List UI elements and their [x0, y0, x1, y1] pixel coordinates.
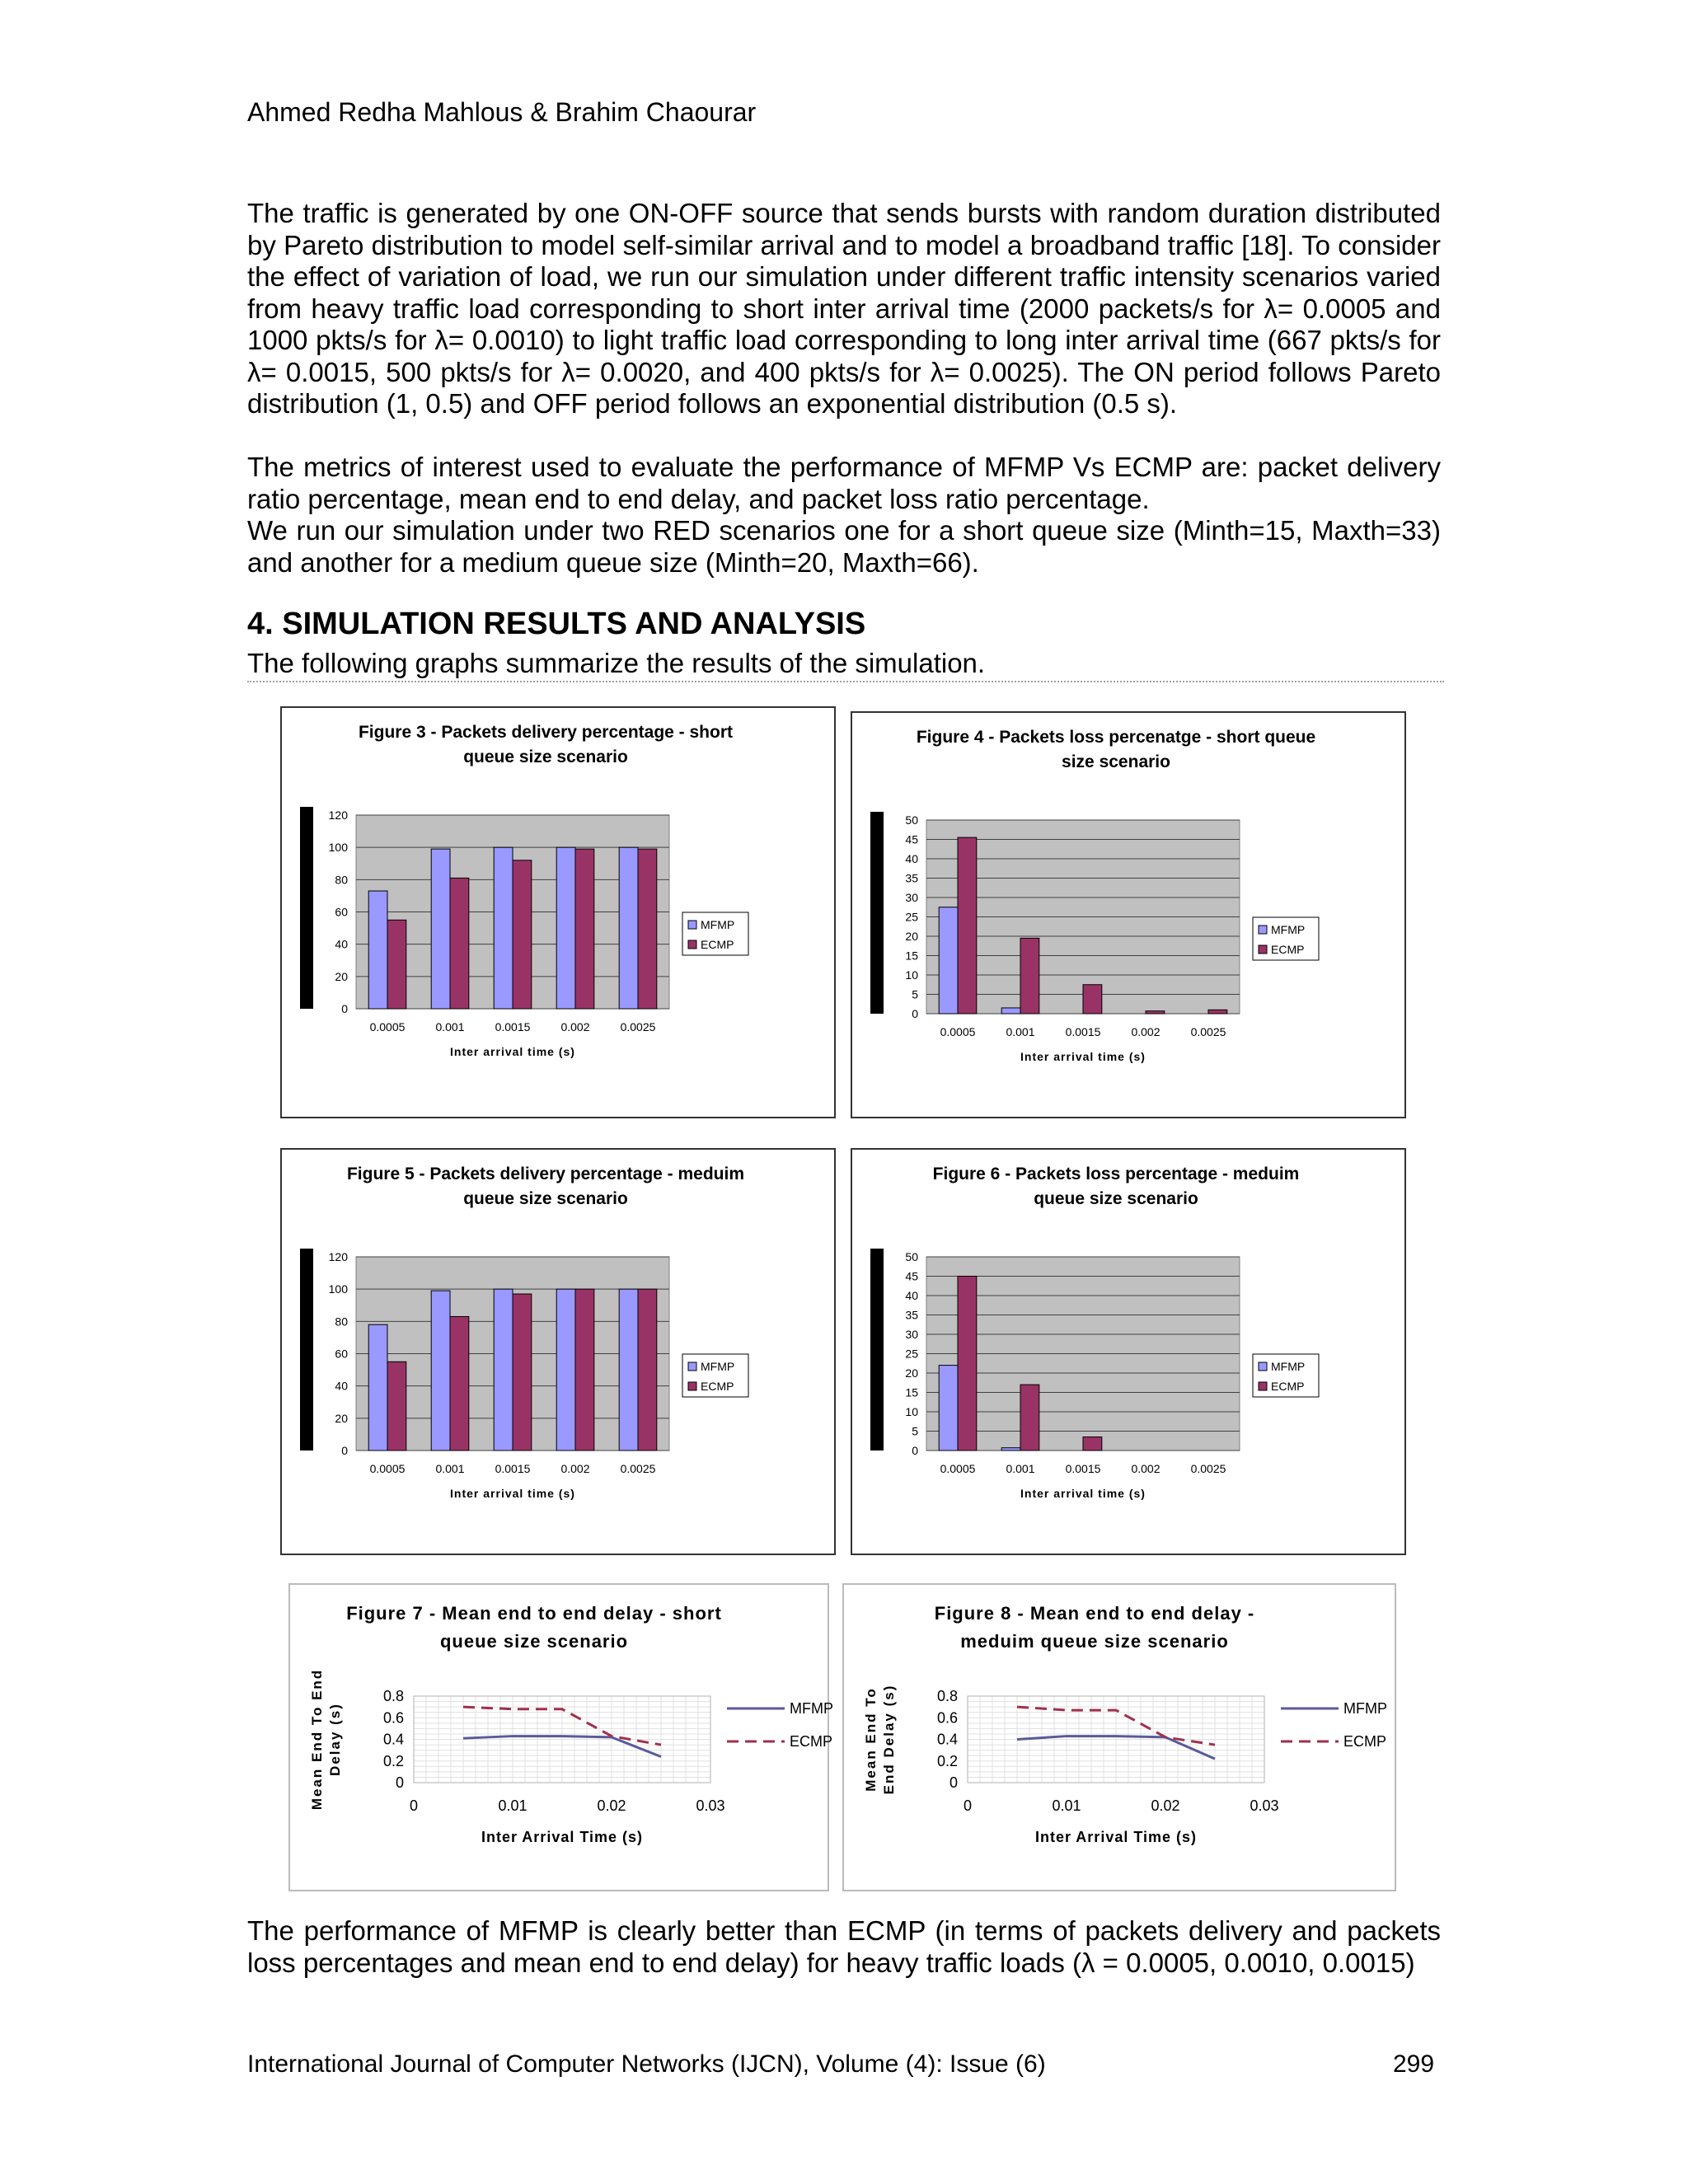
y-tick-label: 50: [905, 813, 918, 827]
x-axis-label: Inter arrival time (s): [1020, 1050, 1146, 1063]
y-tick-label: 30: [905, 891, 918, 904]
legend-swatch-ecmp: [688, 1382, 696, 1390]
y-tick-label: 0: [395, 1774, 404, 1791]
y-tick-label: 45: [905, 832, 918, 846]
y-tick-label: 0.4: [936, 1731, 958, 1748]
bar-mfmp: [939, 907, 958, 1014]
y-tick-label: 15: [905, 949, 918, 963]
chart-title: Figure 6 - Packets loss percentage - meduim: [932, 1165, 1300, 1183]
y-tick-label: 40: [905, 1289, 918, 1302]
bar-ecmp: [1020, 1385, 1039, 1451]
legend-swatch-mfmp: [1259, 926, 1267, 934]
legend-label-ecmp: ECMP: [701, 1380, 734, 1393]
x-tick-label: 0: [963, 1797, 973, 1814]
x-tick-label: 0.02: [597, 1797, 626, 1814]
y-tick-label: 40: [335, 937, 348, 951]
y-tick-label: 35: [905, 1308, 918, 1322]
bar-mfmp: [494, 847, 513, 1009]
bar-ecmp: [638, 849, 657, 1009]
body-paragraph-2: The metrics of interest used to evaluate the performance of MFMP Vs ECMP are: packet delivery ratio percentage, mean end to end delay, and packet loss ratio percentage.: [247, 452, 1441, 514]
x-tick-label: 0.002: [1131, 1025, 1160, 1038]
legend-label-mfmp: MFMP: [790, 1700, 833, 1717]
y-axis-band: [870, 1249, 884, 1451]
y-tick-label: 50: [905, 1250, 918, 1263]
y-tick-label: 0.2: [936, 1752, 958, 1769]
x-tick-label: 0.001: [1006, 1462, 1035, 1475]
bar-ecmp: [958, 1277, 977, 1451]
x-tick-label: 0.001: [435, 1020, 465, 1033]
bar-ecmp: [450, 878, 469, 1009]
y-axis-label: Delay (s): [327, 1703, 343, 1776]
y-tick-label: 45: [905, 1269, 918, 1283]
chart-title: queue size scenario: [439, 1631, 629, 1652]
x-tick-label: 0.001: [1006, 1025, 1035, 1038]
y-tick-label: 30: [905, 1328, 918, 1341]
bar-mfmp: [368, 1324, 387, 1451]
bar-mfmp: [494, 1289, 513, 1451]
y-tick-label: 35: [905, 871, 918, 885]
bar-mfmp: [619, 1289, 638, 1451]
x-tick-label: 0.002: [560, 1020, 590, 1033]
y-tick-label: 0.2: [382, 1752, 404, 1769]
figure-6-chart: [851, 1148, 1406, 1555]
bar-mfmp: [939, 1366, 958, 1451]
x-tick-label: 0.0005: [940, 1462, 976, 1475]
x-axis-label: Inter arrival time (s): [450, 1487, 575, 1500]
y-tick-label: 80: [335, 873, 348, 887]
running-header: Ahmed Redha Mahlous & Brahim Chaourar: [247, 97, 757, 127]
x-tick-label: 0.0015: [495, 1462, 531, 1475]
legend-swatch-mfmp: [688, 1362, 696, 1371]
bar-mfmp: [556, 1289, 575, 1451]
y-tick-label: 40: [905, 852, 918, 865]
x-tick-label: 0.0025: [1190, 1462, 1226, 1475]
figure-3-chart: [280, 706, 836, 1118]
y-tick-label: 20: [335, 969, 348, 983]
chart-title: queue size scenario: [1034, 1189, 1198, 1208]
y-tick-label: 120: [328, 808, 348, 822]
y-tick-label: 0.8: [936, 1688, 958, 1704]
x-axis-label: Inter Arrival Time (s): [1034, 1829, 1198, 1845]
y-axis-band: [870, 812, 884, 1014]
x-tick-label: 0.0005: [940, 1025, 976, 1038]
y-tick-label: 40: [335, 1379, 348, 1393]
y-tick-label: 100: [328, 841, 348, 855]
chart-svg: [290, 1585, 833, 1890]
y-axis-label: Mean End To End: [309, 1668, 325, 1811]
x-tick-label: 0.02: [1151, 1797, 1180, 1814]
legend-swatch-mfmp: [688, 921, 696, 929]
chart-title: size scenario: [1062, 752, 1170, 771]
bar-ecmp: [575, 849, 594, 1009]
footer-page-number: 299: [1393, 2050, 1435, 2078]
dotted-separator: [247, 681, 1444, 682]
chart-title: queue size scenario: [463, 1189, 628, 1208]
y-tick-label: 0.6: [382, 1709, 404, 1727]
x-tick-label: 0.0025: [1190, 1025, 1226, 1038]
figure-7-chart: [288, 1583, 833, 1891]
bar-ecmp: [575, 1289, 594, 1451]
y-tick-label: 0: [341, 1002, 348, 1015]
x-tick-label: 0: [409, 1797, 419, 1814]
chart-title: Figure 7 - Mean end to end delay - short: [346, 1603, 722, 1624]
x-tick-label: 0.01: [1052, 1797, 1081, 1814]
chart-svg: [282, 1150, 834, 1554]
legend-swatch-mfmp: [1259, 1362, 1267, 1371]
closing-paragraph: The performance of MFMP is clearly better than ECMP (in terms of packets delivery and packets loss percentages and mean end to end delay) for heavy traffic loads (λ = 0.0005, 0.0010, 0.0015): [247, 1915, 1441, 1978]
bar-mfmp: [431, 1291, 450, 1451]
x-tick-label: 0.0015: [1065, 1462, 1101, 1475]
y-tick-label: 20: [905, 930, 918, 943]
x-tick-label: 0.03: [1250, 1797, 1279, 1814]
legend-label-mfmp: MFMP: [1343, 1700, 1387, 1717]
bar-ecmp: [1083, 1437, 1102, 1451]
bar-ecmp: [513, 860, 532, 1009]
x-tick-label: 0.002: [1131, 1462, 1160, 1475]
chart-svg: [844, 1585, 1395, 1890]
y-tick-label: 15: [905, 1385, 918, 1399]
y-tick-label: 20: [335, 1411, 348, 1425]
y-tick-label: 0.8: [382, 1688, 404, 1704]
y-tick-label: 20: [905, 1366, 918, 1380]
legend-label-ecmp: ECMP: [1271, 943, 1305, 956]
chart-svg: [282, 708, 834, 1117]
y-tick-label: 60: [335, 905, 348, 919]
x-tick-label: 0.0015: [1065, 1025, 1101, 1038]
bar-mfmp: [431, 849, 450, 1009]
y-tick-label: 25: [905, 910, 918, 924]
bar-ecmp: [1083, 985, 1102, 1014]
x-tick-label: 0.0015: [495, 1020, 531, 1033]
body-paragraph-3: We run our simulation under two RED scenarios one for a short queue size (Minth=15, Maxth=33) and another for a medium queue size (Minth=20, Maxth=66).: [247, 515, 1441, 578]
y-axis-band: [300, 1249, 313, 1451]
bar-mfmp: [556, 847, 575, 1009]
bar-ecmp: [513, 1294, 532, 1451]
chart-title: Figure 3 - Packets delivery percentage - short: [358, 723, 734, 742]
bar-ecmp: [450, 1316, 469, 1451]
x-tick-label: 0.0025: [620, 1020, 656, 1033]
legend-swatch-ecmp: [688, 940, 696, 949]
y-tick-label: 5: [912, 1424, 918, 1438]
bar-ecmp: [1146, 1011, 1165, 1014]
chart-svg: [852, 1150, 1404, 1554]
bar-mfmp: [1001, 1448, 1020, 1451]
y-tick-label: 0: [912, 1007, 918, 1020]
x-axis-label: Inter arrival time (s): [450, 1045, 575, 1058]
y-tick-label: 0.4: [382, 1731, 404, 1748]
bar-ecmp: [387, 920, 406, 1009]
y-tick-label: 80: [335, 1315, 348, 1329]
bar-ecmp: [958, 837, 977, 1014]
x-tick-label: 0.002: [560, 1462, 590, 1475]
x-tick-label: 0.01: [498, 1797, 528, 1814]
section-intro: The following graphs summarize the results of the simulation.: [247, 648, 986, 678]
y-tick-label: 25: [905, 1347, 918, 1361]
legend-label-ecmp: ECMP: [701, 938, 734, 951]
chart-svg: [852, 713, 1404, 1117]
legend-swatch-ecmp: [1259, 945, 1267, 954]
legend-label-mfmp: MFMP: [701, 1360, 735, 1373]
bar-mfmp: [1001, 1008, 1020, 1014]
legend-label-mfmp: MFMP: [1271, 1360, 1306, 1373]
y-tick-label: 60: [335, 1347, 348, 1361]
x-tick-label: 0.0025: [620, 1462, 656, 1475]
legend-label-mfmp: MFMP: [1271, 923, 1306, 936]
x-tick-label: 0.0005: [369, 1462, 406, 1475]
figure-5-chart: [280, 1148, 836, 1555]
bar-ecmp: [1208, 1010, 1227, 1014]
y-tick-label: 120: [328, 1250, 348, 1263]
x-axis-label: Inter Arrival Time (s): [481, 1829, 644, 1845]
chart-title: Figure 4 - Packets loss percenatge - short queue: [916, 728, 1316, 747]
bar-ecmp: [1020, 938, 1039, 1014]
chart-title: queue size scenario: [463, 748, 628, 766]
figure-8-chart: [842, 1583, 1396, 1891]
y-tick-label: 5: [912, 987, 918, 1001]
legend-label-mfmp: MFMP: [701, 918, 735, 931]
legend-label-ecmp: ECMP: [1271, 1380, 1305, 1393]
bar-mfmp: [619, 847, 638, 1009]
y-tick-label: 10: [905, 1405, 918, 1418]
bar-mfmp: [368, 891, 387, 1009]
bar-ecmp: [638, 1289, 657, 1451]
legend-label-ecmp: ECMP: [790, 1733, 833, 1750]
y-axis-label: Mean End To: [863, 1687, 879, 1792]
section-heading: 4. SIMULATION RESULTS AND ANALYSIS: [247, 607, 866, 641]
y-tick-label: 100: [328, 1282, 348, 1296]
footer-journal: International Journal of Computer Networks (IJCN), Volume (4): Issue (6): [247, 2050, 1046, 2078]
y-tick-label: 0.6: [936, 1709, 958, 1727]
x-tick-label: 0.03: [696, 1797, 725, 1814]
figure-4-chart: [851, 711, 1406, 1118]
chart-title: Figure 8 - Mean end to end delay -: [934, 1603, 1255, 1624]
chart-title: meduim queue size scenario: [960, 1631, 1229, 1652]
y-axis-band: [300, 807, 313, 1009]
body-paragraph-1: The traffic is generated by one ON-OFF source that sends bursts with random duration distributed by Pareto distribution to model self-similar arrival and to model a broadband traffic [18]. To consider the effect of variation of load, we run our simulation under different traffic intensity scenarios varied from heavy traffic load corresponding to short inter arrival time (2000 packets/s for λ= 0.0005 and 1000 pkts/s for λ= 0.0010) to light traffic load corresponding to long inter arrival time (667 pkts/s for λ= 0.0015, 500 pkts/s for λ= 0.0020, and 400 pkts/s for λ= 0.0025). The ON period follows Pareto distribution (1, 0.5) and OFF period follows an exponential distribution (0.5 s).: [247, 198, 1441, 419]
y-tick-label: 10: [905, 968, 918, 982]
y-tick-label: 0: [341, 1444, 348, 1457]
y-axis-label: End Delay (s): [881, 1684, 897, 1795]
x-tick-label: 0.0005: [369, 1020, 406, 1033]
x-axis-label: Inter arrival time (s): [1020, 1487, 1146, 1500]
legend-swatch-ecmp: [1259, 1382, 1267, 1390]
legend-label-ecmp: ECMP: [1343, 1733, 1387, 1750]
x-tick-label: 0.001: [435, 1462, 465, 1475]
bar-ecmp: [387, 1361, 406, 1451]
y-tick-label: 0: [912, 1444, 918, 1457]
chart-title: Figure 5 - Packets delivery percentage - meduim: [346, 1165, 745, 1183]
y-tick-label: 0: [949, 1774, 958, 1791]
